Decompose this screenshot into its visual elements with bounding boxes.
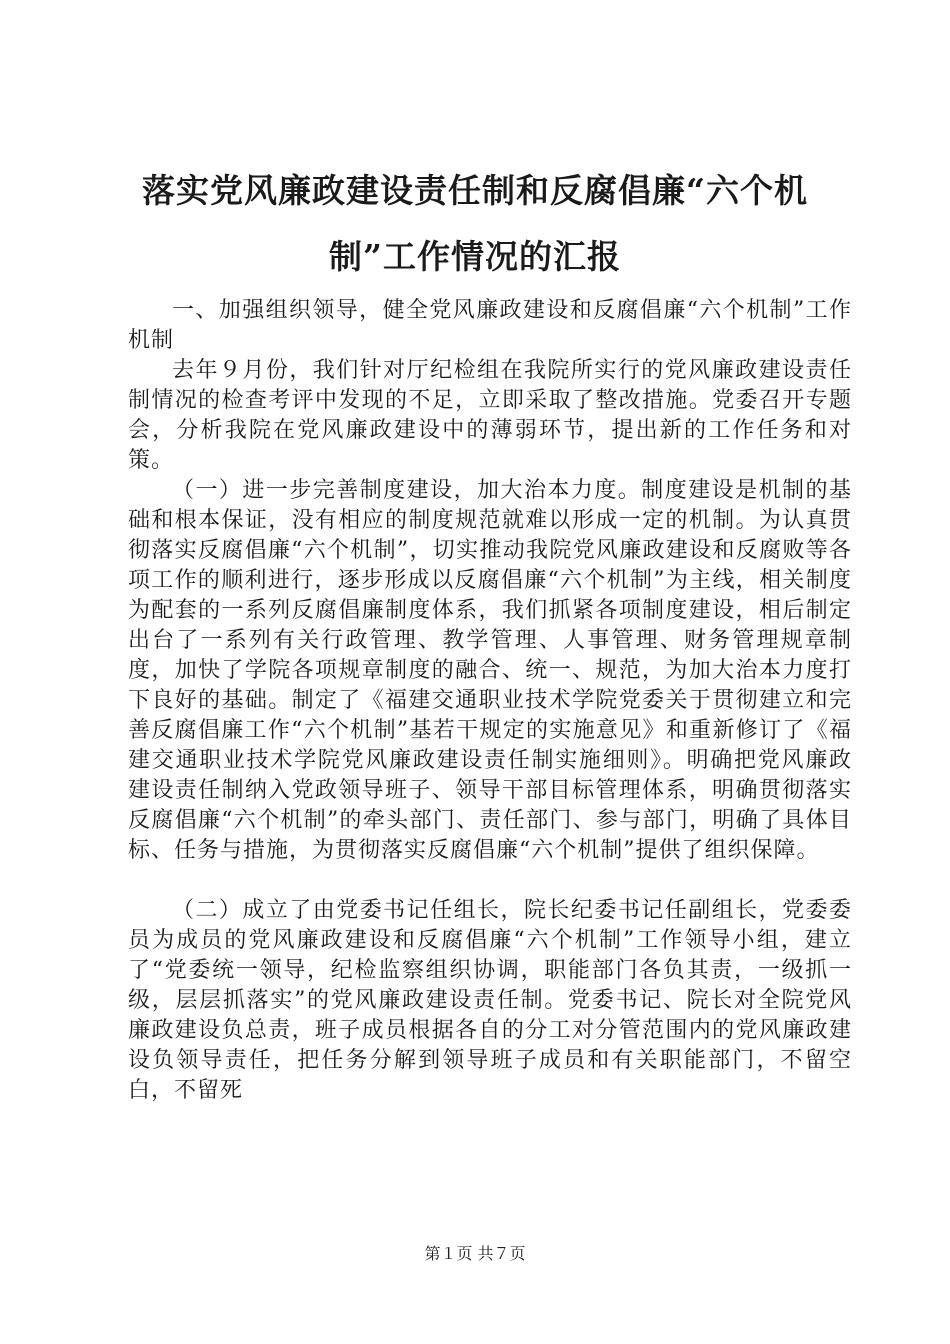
paragraph: （二）成立了由党委书记任组长，院长纪委书记任副组长，党委委员为成员的党风廉政建设和反腐倡廉“六个机制”工作领导小组，建立了“党委统一领导，纪检监察组织协调，职能部门各负其责，一级抓一级，层层抓落实”的党风廉政建设责任制。党委书记、院长对全院党风廉政建设负总责，班子成员根据各自的分工对分管范围内的党风廉政建设负领导责任，把任务分解到领导班子成员和有关职能部门，不留空白，不留死 [128, 898, 852, 1103]
paragraph: （一）进一步完善制度建设，加大治本力度。制度建设是机制的基础和根本保证，没有相应的制度规范就难以形成一定的机制。为认真贯彻落实反腐倡廉“六个机制”，切实推动我院党风廉政建设和反腐败等各项工作的顺利进行，逐步形成以反腐倡廉“六个机制”为主线，相关制度为配套的一系列反腐倡廉制度体系，我们抓紧各项制度建设，相后制定出台了一系列有关行政管理、教学管理、人事管理、财务管理规章制度，加快了学院各项规章制度的融合、统一、规范，为加大治本力度打下良好的基础。制定了《福建交通职业技术学院党委关于贯彻建立和完善反腐倡廉工作“六个机制”基若干规定的实施意见》和重新修订了《福建交通职业技术学院党风廉政建设责任制实施细则》。明确把党风廉政建设责任制纳入党政领导班子、领导干部目标管理体系，明确贯彻落实反腐倡廉“六个机制”的牵头部门、责任部门、参与部门，明确了具体目标、任务与措施，为贯彻落实反腐倡廉“六个机制”提供了组织保障。 [128, 478, 852, 863]
document-title: 落实党风廉政建设责任制和反腐倡廉“六个机制”工作情况的汇报 [142, 171, 808, 276]
section-heading: 一、加强组织领导，健全党风廉政建设和反腐倡廉“六个机制”工作机制 [128, 298, 852, 353]
paragraph: 去年９月份，我们针对厅纪检组在我院所实行的党风廉政建设责任制情况的检查考评中发现的不足，立即采取了整改措施。党委召开专题会，分析我院在党风廉政建设中的薄弱环节，提出新的工作任务和对策。 [128, 358, 852, 473]
document-body [128, 296, 852, 1106]
page-number: 第１页 共７页 [424, 1244, 526, 1263]
